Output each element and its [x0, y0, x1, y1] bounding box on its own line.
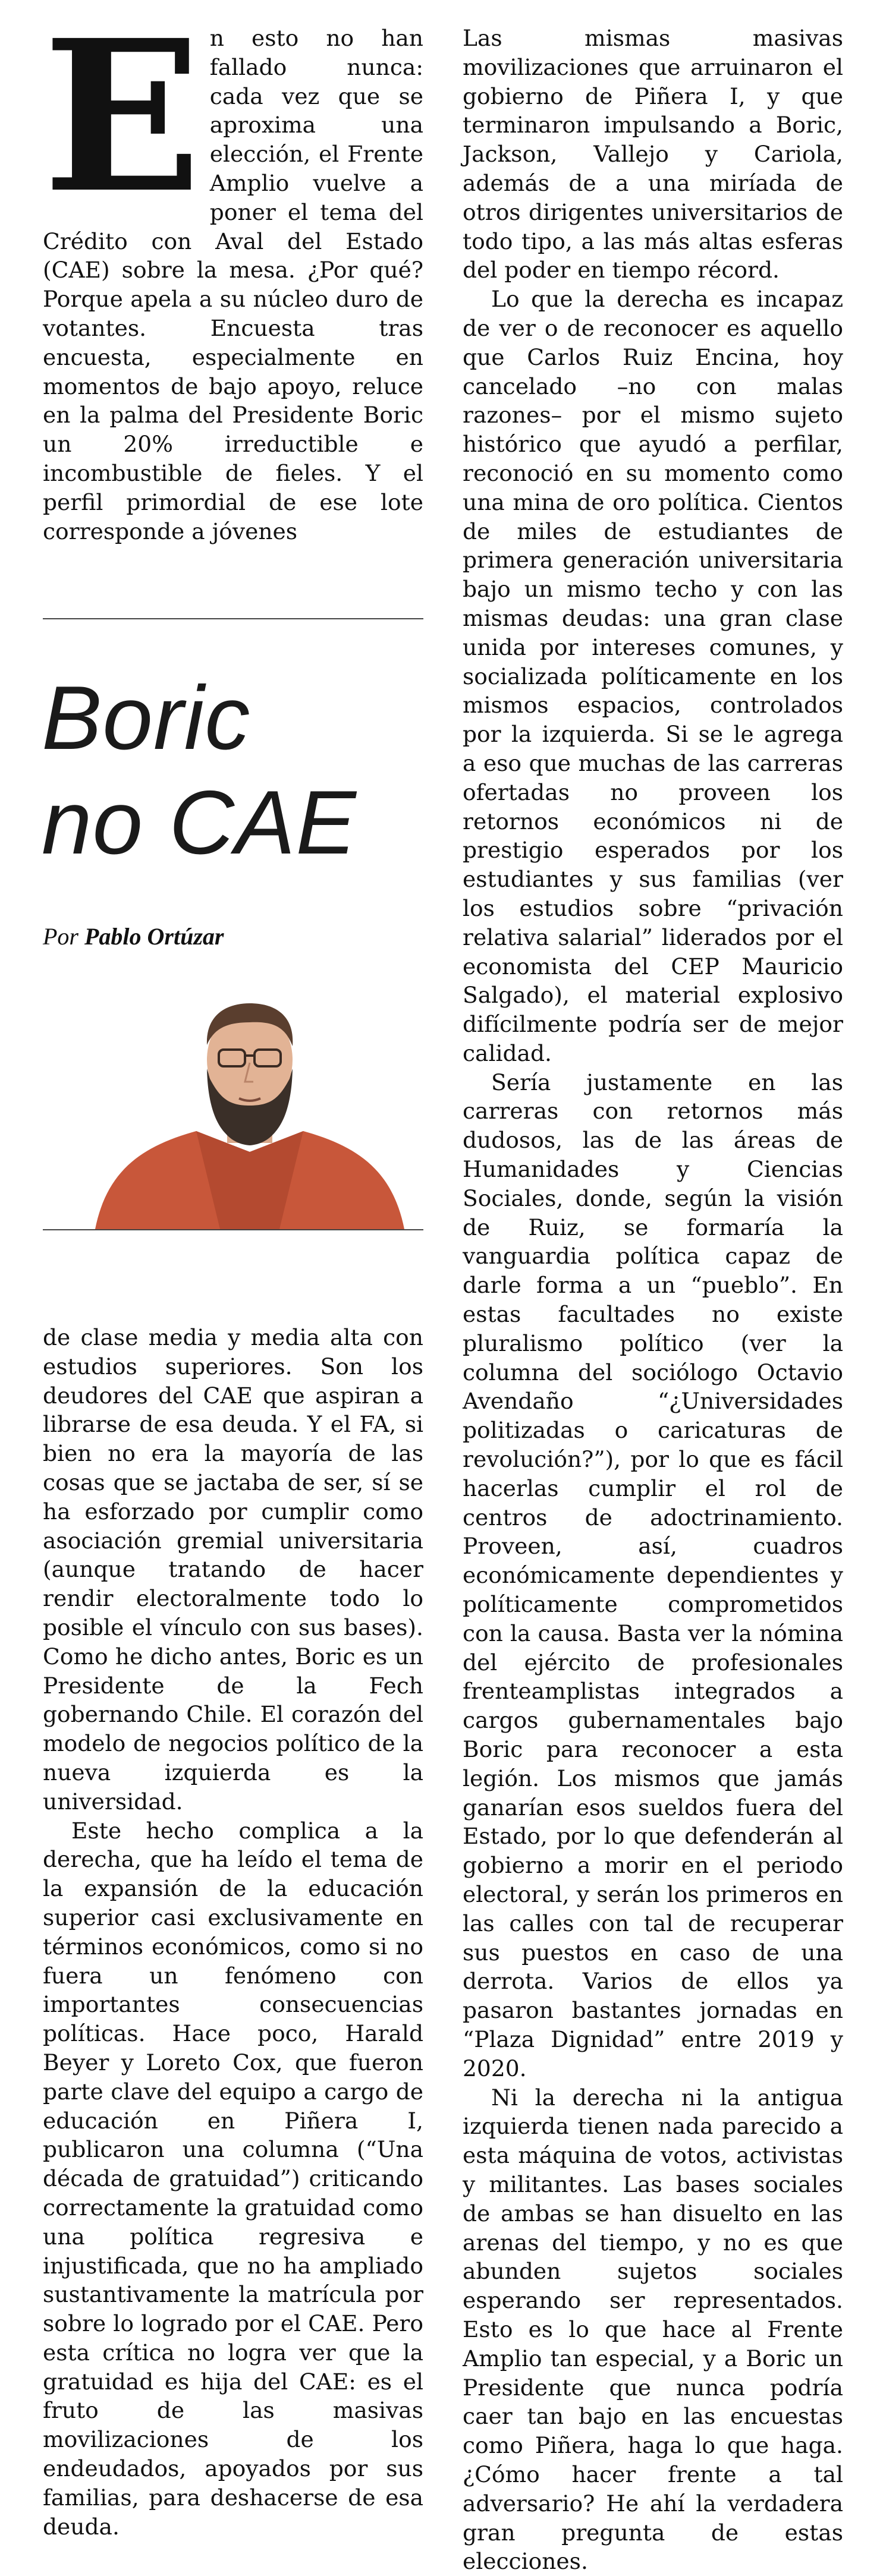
photo-baseline — [43, 1229, 423, 1230]
drop-cap: E — [43, 0, 202, 239]
headline-line-2: no CAE — [42, 772, 357, 873]
byline — [43, 922, 224, 950]
paragraph-left-2: Este hecho complica a la derecha, que ha leído el tema de la expansión de la educación superior casi exclusivamente en términos económicos, como si no fuera un fenómeno con importantes consecuencias políticas. Hace poco, Harald Beyer y Loreto Cox, que fueron parte clave del equipo a cargo de educación en Piñera I, publicaron una columna (“Una década de gratuidad”) criticando correctamente la gratuidad como una política regresiva e injustificada, que no ha ampliado sustantivamente la matrícula por sobre lo logrado por el CAE. Pero esta crítica no logra ver que la gratuidad es hija del CAE: es el fruto de las masivas movilizaciones de los endeudados, apoyados por sus familias, para deshacerse de esa deuda. — [43, 1817, 423, 2540]
intro-column — [43, 0, 423, 546]
left-column-continued — [43, 1323, 423, 2541]
byline-prefix: Por — [43, 923, 78, 950]
headline-line-1: Boric — [42, 667, 251, 769]
paragraph-right-4: Ni la derecha ni la antigua izquierda tienen nada parecido a esta máquina de votos, activistas y militantes. Las bases sociales de ambas se han disuelto en las arenas del tiempo, y no es que abunden sujetos sociales esperando ser representados. Esto es lo que hace al Frente Amplio tan especial, y a Boric un Presidente que nunca podría caer tan bajo en las encuestas como Piñera, haga lo que haga. ¿Cómo hacer frente a tal adversario? He ahí la verdadera gran pregunta de estas elecciones. — [463, 2084, 843, 2575]
headline — [42, 666, 422, 875]
paragraph-right-3: Sería justamente en las carreras con retornos más dudosos, las de las áreas de Humanidades y Ciencias Sociales, donde, según la visión de Ruiz, se formaría la vanguardia política capaz de darle forma a un “pueblo”. En estas facultades no existe pluralismo político (ver la columna del sociólogo Octavio Avendaño “¿Universidades politizadas o caricaturas de revolución?”), por lo que es fácil hacerlas cumplir el rol de centros de adoctrinamiento. Proveen, así, cuadros económicamente dependientes y políticamente comprometidos con la causa. Basta ver la nómina del ejército de profesionales frenteamplistas integrados a cargos gubernamentales bajo Boric para reconocer a esta legión. Los mismos que jamás ganarían esos sueldos fuera del Estado, por lo que defenderán al gobierno a morir en el periodo electoral, y serán los primeros en las calles con tal de recuperar sus puestos en caso de una derrota. Varios de ellos ya pasaron bastantes jornadas en “Plaza Dignidad” entre 2019 y 2020. — [463, 1069, 843, 2081]
paragraph-right-2: Lo que la derecha es incapaz de ver o de reconocer es aquello que Carlos Ruiz Encina, hoy cancelado –no con malas razones– por el mismo sujeto histórico que ayudó a perfilar, reconoció en su momento como una mina de oro política. Cientos de miles de estudiantes de primera generación universitaria bajo un mismo techo y con las mismas deudas: una gran clase unida por intereses comunes, y socializada políticamente en los mismos espacios, controlados por la izquierda. Si se le agrega a eso que muchas de las carreras ofertadas no proveen los retornos económicos ni de prestigio esperados por los estudiantes y sus familias (ver los estudios sobre “privación relativa salarial” liderados por el economista del CEP Mauricio Salgado), el material explosivo difícilmente podría ser de mejor calidad. — [463, 286, 843, 1066]
right-column — [463, 24, 843, 2576]
intro-paragraph — [43, 0, 423, 546]
paragraph-right-1: Las mismas masivas movilizaciones que arruinaron el gobierno de Piñera I, y que terminaron impulsando a Boric, Jackson, Vallejo y Cariola, además de a una miríada de otros dirigentes universitarios de todo tipo, a las más altas esferas del poder en tiempo récord. — [463, 25, 843, 284]
intro-text: n esto no han fallado nunca: cada vez que se aproxima una elección, el Frente Amplio vuelve a poner el tema del Crédito con Aval del Estado (CAE) sobre la mesa. ¿Por qué? Porque apela a su núcleo duro de votantes. Encuesta tras encuesta, especialmente en momentos de bajo apoyo, reluce en la palma del Presidente Boric un 20% irreductible e incombustible de fieles. Y el perfil primordial de ese lote corresponde a jóvenes — [43, 25, 423, 544]
paragraph-left-1: de clase media y media alta con estudios superiores. Son los deudores del CAE que aspiran a librarse de esa deuda. Y el FA, si bien no era la mayoría de las cosas que se jactaba de ser, sí se ha esforzado por cumplir como asociación gremial universitaria (aunque tratando de hacer rendir electoralmente todo lo posible el vínculo con sus bases). Como he dicho antes, Boric es un Presidente de la Fech gobernando Chile. El corazón del modelo de negocios político de la nueva izquierda es la universidad. — [43, 1324, 423, 1815]
headline-divider — [43, 618, 423, 619]
author-name: Pablo Ortúzar — [84, 923, 224, 950]
author-photo — [71, 980, 428, 1229]
